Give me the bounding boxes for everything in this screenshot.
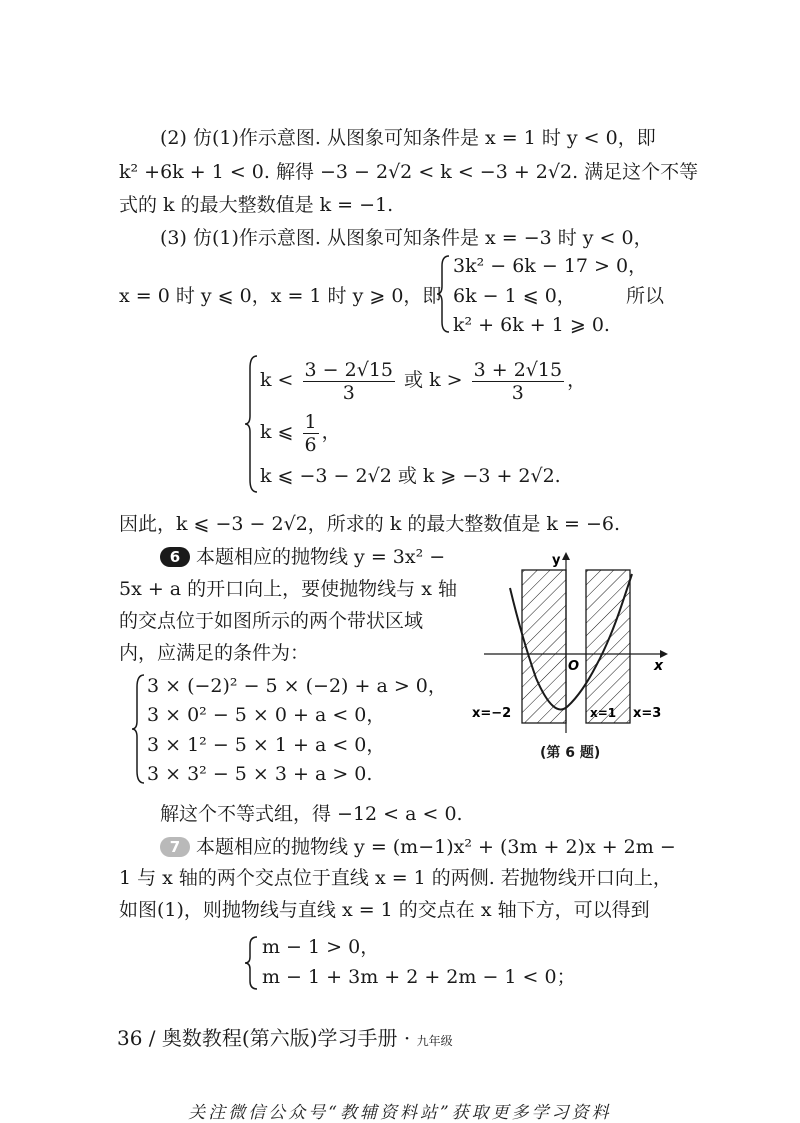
- line-label-minus-2: x=−2: [472, 706, 512, 721]
- p2-line-3: 式的 k 的最大整数值是 k = −1.: [119, 194, 394, 216]
- r1-end: ，: [567, 369, 587, 391]
- p2-line-2: k² +6k + 1 < 0. 解得 −3 − 2√2 < k < −3 + 2√2. 满足这个不等: [119, 161, 699, 183]
- q6-figure: [470, 548, 680, 738]
- p3-lead: x = 0 时 y ⩽ 0，x = 1 时 y ⩾ 0，即: [119, 285, 442, 307]
- q7-system-brace: [244, 935, 260, 991]
- q6-line-1-text: 本题相应的抛物线 y = 3x² −: [196, 546, 446, 568]
- r1-mid: 或 k >: [404, 369, 463, 391]
- book-title: 奥数教程(第六版)学习手册 ·: [161, 1026, 411, 1050]
- strip-left: [522, 570, 566, 723]
- grade-label: 九年级: [416, 1034, 453, 1048]
- solution-row-3: k ⩽ −3 − 2√2 或 k ⩾ −3 + 2√2.: [260, 465, 561, 487]
- y-label: y: [552, 553, 561, 568]
- q6-line-2: 5x + a 的开口向上，要使抛物线与 x 轴: [119, 578, 457, 600]
- fraction-1-num: 3 − 2√15: [304, 358, 393, 381]
- p3-system-line-3: k² + 6k + 1 ⩾ 0.: [453, 314, 610, 336]
- p3-system-line-2: 6k − 1 ⩽ 0，: [453, 285, 576, 307]
- q7-line-1-text: 本题相应的抛物线 y = (m−1)x² + (3m + 2)x + 2m −: [196, 836, 676, 858]
- origin-label: O: [568, 659, 580, 674]
- q7-line-1: [160, 835, 676, 859]
- fraction-3-num: 1: [304, 410, 317, 433]
- page-footer: [117, 1022, 453, 1051]
- question-7-badge: 7: [160, 837, 190, 857]
- line-label-3: x=3: [633, 706, 662, 721]
- p3-so: 所以: [626, 285, 665, 307]
- q6-line-4: 内，应满足的条件为：: [119, 642, 310, 664]
- solution-row-2: [260, 410, 341, 456]
- y-axis-arrow: [562, 552, 570, 560]
- figure-caption: (第 6 题): [540, 745, 601, 761]
- x-label: x: [654, 658, 664, 674]
- fraction-3-den: 6: [304, 433, 317, 456]
- solution-row-1: [260, 358, 586, 404]
- fraction-2-num: 3 + 2√15: [473, 358, 563, 381]
- q6-solve: 解这个不等式组，得 −12 < a < 0.: [160, 803, 463, 825]
- strip-right: [586, 570, 630, 723]
- line-label-1: x=1: [590, 706, 617, 720]
- q7-line-2: 1 与 x 轴的两个交点位于直线 x = 1 的两侧. 若抛物线开口向上，: [119, 867, 672, 889]
- q6-system-brace: [131, 673, 147, 785]
- fraction-2: [472, 359, 564, 404]
- q7-line-3: 如图(1)，则抛物线与直线 x = 1 的交点在 x 轴下方，可以得到: [119, 899, 650, 921]
- q7-system-line-2: m − 1 + 3m + 2 + 2m − 1 < 0；: [262, 966, 576, 988]
- r2-pre: k ⩽: [260, 421, 294, 443]
- r1-pre: k <: [260, 369, 294, 391]
- fraction-1: [303, 359, 395, 404]
- watermark-text: 关注微信公众号“教辅资料站”获取更多学习资料: [188, 1103, 612, 1123]
- q6-system-line-4: 3 × 3² − 5 × 3 + a > 0.: [147, 763, 373, 785]
- q6-line-3: 的交点位于如图所示的两个带状区域: [119, 610, 424, 632]
- system-brace: [436, 254, 452, 334]
- fraction-2-den: 3: [511, 381, 524, 404]
- solution-brace: [244, 354, 260, 494]
- p2-line-1: (2) 仿(1)作示意图. 从图象可知条件是 x = 1 时 y < 0，即: [160, 127, 656, 149]
- q6-system-line-2: 3 × 0² − 5 × 0 + a < 0，: [147, 704, 386, 726]
- p3-system-line-1: 3k² − 6k − 17 > 0，: [453, 255, 648, 277]
- q6-system-line-3: 3 × 1² − 5 × 1 + a < 0，: [147, 734, 386, 756]
- x-axis-arrow: [660, 650, 668, 658]
- conclusion: 因此，k ⩽ −3 − 2√2，所求的 k 的最大整数值是 k = −6.: [119, 513, 620, 535]
- fraction-3: [303, 411, 319, 456]
- p3-line-1: (3) 仿(1)作示意图. 从图象可知条件是 x = −3 时 y < 0，: [160, 227, 653, 249]
- page-number: 36 /: [117, 1026, 156, 1050]
- q6-system-line-1: 3 × (−2)² − 5 × (−2) + a > 0，: [147, 675, 447, 697]
- q6-line-1: [160, 545, 445, 569]
- question-6-badge: 6: [160, 547, 190, 567]
- r2-end: ，: [321, 421, 341, 443]
- fraction-1-den: 3: [342, 381, 355, 404]
- q7-system-line-1: m − 1 > 0，: [262, 936, 380, 958]
